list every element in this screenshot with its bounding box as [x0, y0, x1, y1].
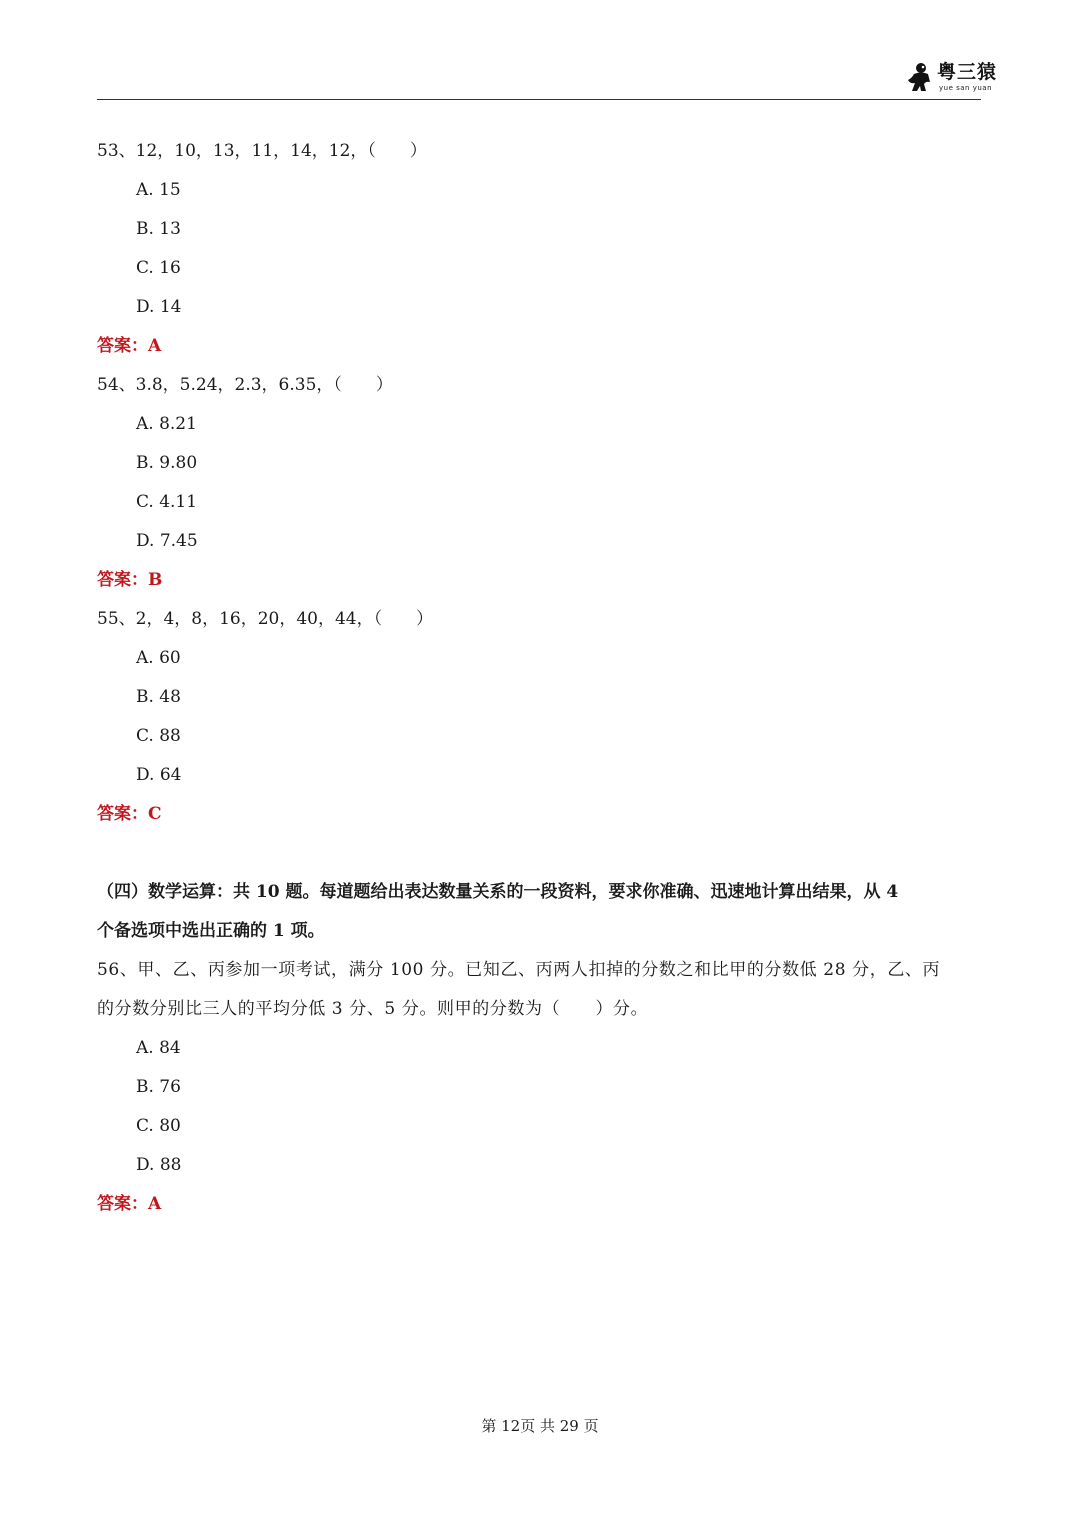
page-number: 第 12页 共 29 页	[481, 1417, 599, 1435]
question-53-option-b: B. 13	[136, 219, 181, 239]
question-53-stem: 53、12，10，13，11，14，12，（ ）	[97, 141, 427, 161]
question-54-option-a: A. 8.21	[136, 414, 197, 434]
question-55-option-b: B. 48	[136, 687, 181, 707]
question-53-option-a: A. 15	[136, 180, 181, 200]
question-54-option-c: C. 4.11	[136, 492, 198, 512]
question-55-stem: 55、2，4，8，16，20，40，44，（ ）	[97, 609, 434, 629]
logo-text: 粤三猿	[937, 61, 998, 83]
logo-pinyin: yue san yuan	[939, 84, 993, 92]
question-54-stem: 54、3.8，5.24，2.3，6.35，（ ）	[97, 375, 393, 395]
question-56-option-a: A. 84	[136, 1038, 181, 1058]
question-56-stem-line-2: 的分数分别比三人的平均分低 3 分、5 分。则甲的分数为（ ）分。	[97, 999, 649, 1019]
question-56-option-b: B. 76	[136, 1077, 181, 1097]
question-54-answer: 答案：B	[97, 570, 163, 590]
question-53-option-c: C. 16	[136, 258, 181, 278]
question-54-option-d: D. 7.45	[136, 531, 198, 551]
question-53-option-d: D. 14	[136, 297, 182, 317]
question-56-answer: 答案：A	[97, 1194, 162, 1214]
question-55-option-d: D. 64	[136, 765, 182, 785]
section-heading-line-1: （四）数学运算：共 10 题。每道题给出表达数量关系的一段资料，要求你准确、迅速地计算出结果，从 4	[97, 882, 899, 902]
monkey-logo-icon	[906, 62, 934, 92]
question-56-option-c: C. 80	[136, 1116, 181, 1136]
question-55-answer: 答案：C	[97, 804, 162, 824]
question-55-option-a: A. 60	[136, 648, 181, 668]
question-56-option-d: D. 88	[136, 1155, 182, 1175]
question-55-option-c: C. 88	[136, 726, 181, 746]
question-54-option-b: B. 9.80	[136, 453, 198, 473]
section-heading-line-2: 个备选项中选出正确的 1 项。	[97, 921, 325, 941]
logo	[906, 60, 998, 96]
header-divider	[97, 99, 981, 100]
question-56-stem-line-1: 56、甲、乙、丙参加一项考试，满分 100 分。已知乙、丙两人扣掉的分数之和比甲的分数低 28 分，乙、丙	[97, 960, 941, 980]
question-53-answer: 答案：A	[97, 336, 162, 356]
